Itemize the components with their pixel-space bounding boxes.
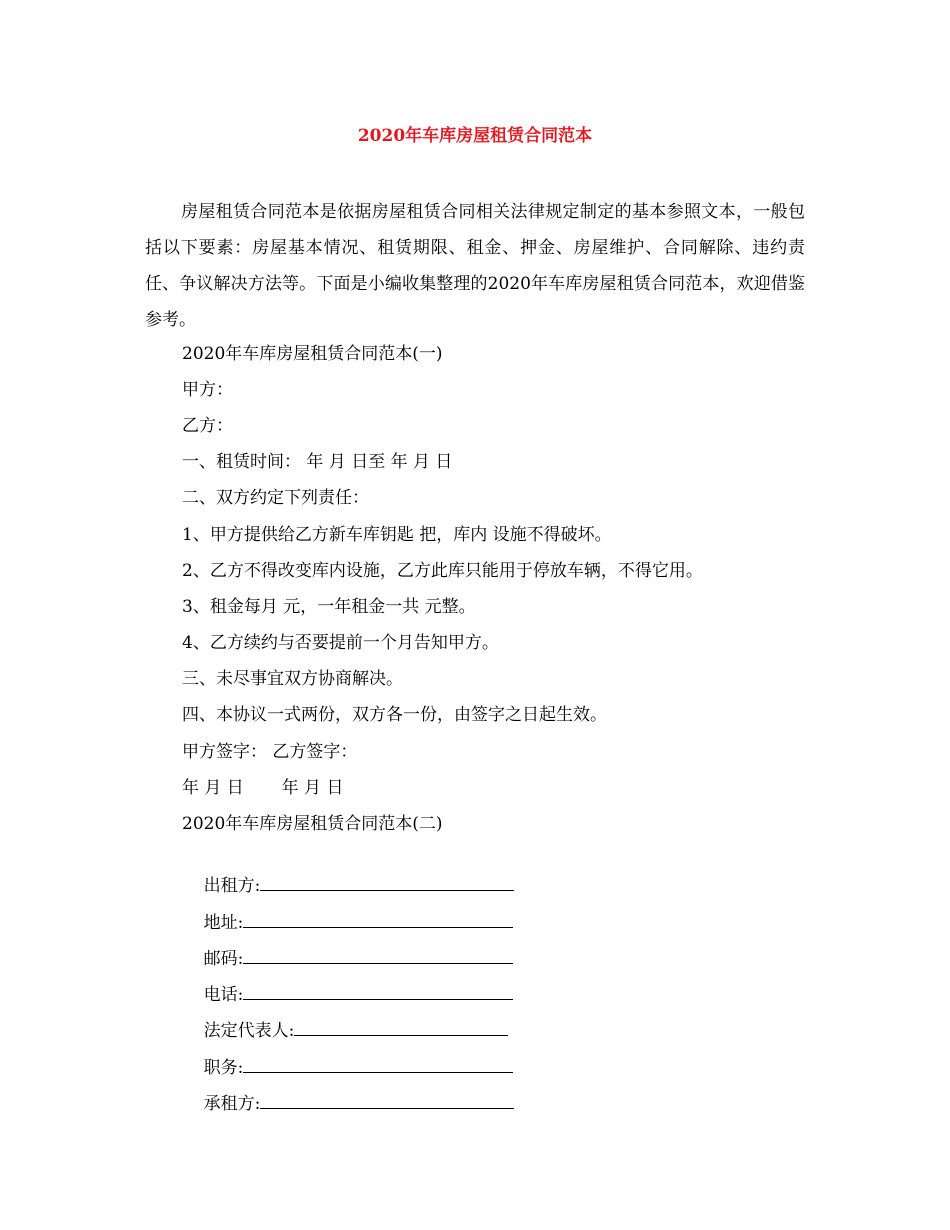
date-line: 年 月 日 年 月 日 [182, 778, 344, 798]
phone-label: 电话: [203, 985, 244, 1005]
clause-negotiation: 三、未尽事宜双方协商解决。 [182, 669, 403, 689]
item-keys: 1、甲方提供给乙方新车库钥匙 把，库内 设施不得破坏。 [182, 525, 612, 545]
clause-rental-period: 一、租赁时间： 年 月 日至 年 月 日 [182, 452, 453, 472]
lessee-field [182, 1066, 514, 1140]
address-label: 地址: [203, 913, 244, 933]
lessee-label: 承租方: [203, 1094, 261, 1114]
clause-copies: 四、本协议一式两份，双方各一份，由签字之日起生效。 [182, 705, 607, 725]
item-renewal: 4、乙方续约与否要提前一个月告知甲方。 [182, 633, 499, 653]
item-usage: 2、乙方不得改变库内设施，乙方此库只能用于停放车辆，不得它用。 [182, 561, 703, 581]
signature-line: 甲方签字： 乙方签字： [182, 742, 358, 762]
clause-responsibilities: 二、双方约定下列责任： [182, 488, 369, 508]
item-rent: 3、租金每月 元，一年租金一共 元整。 [182, 597, 476, 617]
document-title: 2020年车库房屋租赁合同范本 [357, 126, 593, 146]
position-label: 职务: [203, 1058, 244, 1078]
party-a-label: 甲方： [182, 380, 233, 400]
legal-rep-label: 法定代表人: [203, 1021, 295, 1041]
sample1-heading: 2020年车库房屋租赁合同范本(一) [182, 344, 443, 364]
lessee-blank [260, 1090, 514, 1109]
sample2-heading: 2020年车库房屋租赁合同范本(二) [182, 814, 443, 834]
lessor-label: 出租方: [203, 876, 261, 896]
intro-paragraph: 房屋租赁合同范本是依据房屋租赁合同相关法律规定制定的基本参照文本，一般包括以下要素：房屋基本情况、租赁期限、租金、押金、房屋维护、合同解除、违约责任、争议解决方法等。下面是小编收集整理的2020年车库房屋租赁合同范本，欢迎借鉴参考。 [145, 202, 805, 330]
postcode-label: 邮码: [203, 949, 244, 969]
party-b-label: 乙方： [182, 416, 233, 436]
